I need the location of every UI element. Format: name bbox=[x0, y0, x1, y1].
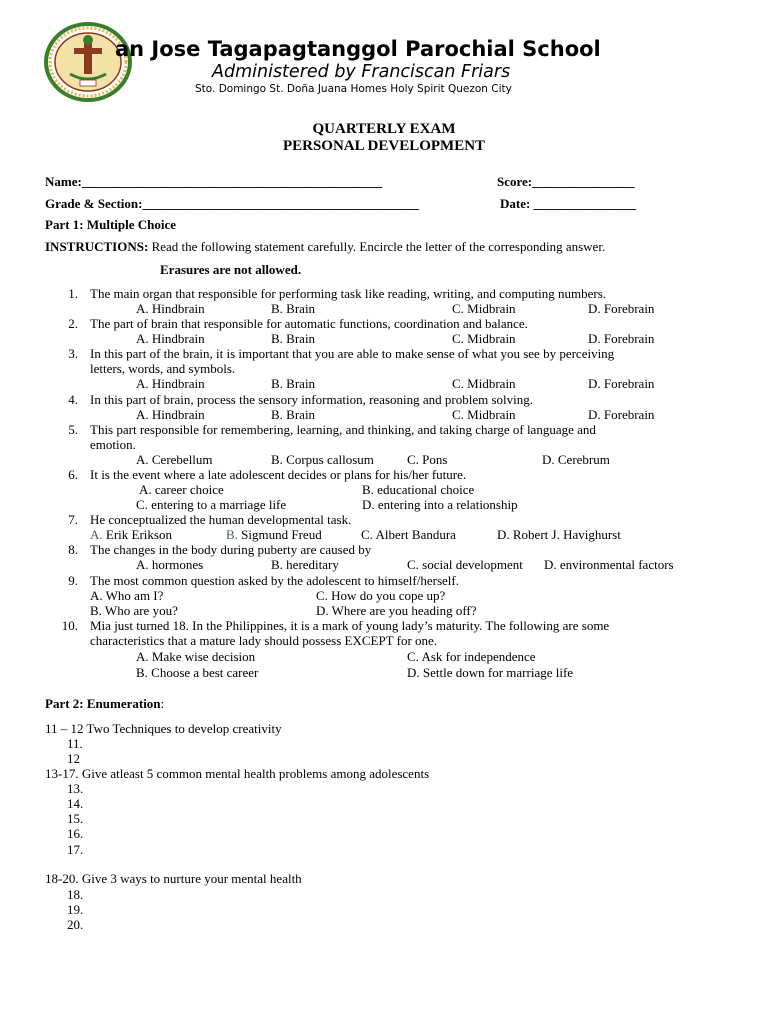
question-text: Mia just turned 18. In the Philippines, it is a mark of young lady’s maturity. The following are some bbox=[90, 618, 610, 633]
choice-a[interactable]: A. hormones bbox=[136, 557, 204, 572]
choice-c[interactable]: C. Midbrain bbox=[452, 331, 516, 346]
question-text-cont: emotion. bbox=[90, 437, 136, 452]
choice-b[interactable]: B. Brain bbox=[271, 376, 316, 391]
enum-group-title: 18-20. Give 3 ways to nurture your mental health bbox=[45, 871, 302, 886]
date-field: Date: _________________ bbox=[500, 196, 636, 211]
choice-b[interactable]: B. Sigmund Freud bbox=[226, 527, 322, 542]
question-number: 3. bbox=[68, 346, 78, 361]
school-seal-logo bbox=[44, 22, 132, 102]
enum-item: 19. bbox=[67, 902, 84, 917]
enum-item: 18. bbox=[67, 887, 84, 902]
choice-b[interactable]: B. Who are you? bbox=[90, 603, 178, 618]
choice-b[interactable]: B. Choose a best career bbox=[136, 665, 259, 680]
choice-c[interactable]: C. Albert Bandura bbox=[361, 527, 456, 542]
choice-a[interactable]: A. Hindbrain bbox=[136, 331, 205, 346]
enum-item: 15. bbox=[67, 811, 84, 826]
enum-item: 11. bbox=[67, 736, 83, 751]
choice-c[interactable]: C. How do you cope up? bbox=[316, 588, 446, 603]
enum-item: 20. bbox=[67, 917, 84, 932]
enum-group-title: 11 – 12 Two Techniques to develop creativity bbox=[45, 721, 282, 736]
choice-d[interactable]: D. Forebrain bbox=[588, 301, 655, 316]
choice-b[interactable]: B. hereditary bbox=[271, 557, 339, 572]
choice-b[interactable]: B. educational choice bbox=[362, 482, 475, 497]
question-number: 7. bbox=[68, 512, 78, 527]
part2-heading: Part 2: Enumeration: bbox=[45, 696, 165, 711]
question-text: He conceptualized the human developmental task. bbox=[90, 512, 352, 527]
name-blank: __________________________________________________ bbox=[81, 174, 382, 189]
choice-c[interactable]: C. entering to a marriage life bbox=[136, 497, 287, 512]
enum-item: 13. bbox=[67, 781, 84, 796]
exam-subject: PERSONAL DEVELOPMENT bbox=[282, 138, 486, 154]
choice-d[interactable]: D. Settle down for marriage life bbox=[407, 665, 574, 680]
part1-heading: Part 1: Multiple Choice bbox=[45, 217, 177, 232]
question-text: In this part of brain, process the sensory information, reasoning and problem solving. bbox=[90, 392, 533, 407]
exam-title: QUARTERLY EXAM bbox=[312, 121, 456, 137]
choice-c[interactable]: C. Midbrain bbox=[452, 376, 516, 391]
choice-a[interactable]: A. Hindbrain bbox=[136, 407, 205, 422]
choice-d[interactable]: D. Cerebrum bbox=[542, 452, 610, 467]
choice-c[interactable]: C. Midbrain bbox=[452, 407, 516, 422]
choice-a[interactable]: A. Hindbrain bbox=[136, 376, 205, 391]
score-field: Score:_________________ bbox=[497, 174, 635, 189]
question-number: 9. bbox=[68, 573, 78, 588]
choice-c[interactable]: C. social development bbox=[407, 557, 523, 572]
choice-d[interactable]: D. environmental factors bbox=[544, 557, 674, 572]
choice-d[interactable]: D. Forebrain bbox=[588, 376, 655, 391]
choice-d[interactable]: D. Robert J. Havighurst bbox=[497, 527, 621, 542]
enum-item: 16. bbox=[67, 826, 84, 841]
grade-section-field: Grade & Section:______________________________________________ bbox=[45, 196, 419, 211]
enum-item: 12 bbox=[67, 751, 80, 766]
choice-b[interactable]: B. Brain bbox=[271, 407, 316, 422]
question-text: The changes in the body during puberty are caused by bbox=[90, 542, 372, 557]
enum-item: 17. bbox=[67, 842, 84, 857]
choice-c[interactable]: C. Ask for independence bbox=[407, 649, 536, 664]
enum-group-title: 13-17. Give atleast 5 common mental health problems among adolescents bbox=[45, 766, 430, 781]
question-number: 8. bbox=[68, 542, 78, 557]
administered-by: Administered by Franciscan Friars bbox=[212, 62, 511, 82]
choice-c[interactable]: C. Midbrain bbox=[452, 301, 516, 316]
question-text: This part responsible for remembering, learning, and thinking, and taking charge of language and bbox=[90, 422, 596, 437]
question-number: 5. bbox=[68, 422, 78, 437]
question-number: 2. bbox=[68, 316, 78, 331]
question-text: The part of brain that responsible for automatic functions, coordination and balance. bbox=[90, 316, 528, 331]
name-field: Name:__________________________________________________ bbox=[45, 174, 382, 189]
school-address: Sto. Domingo St. Doña Juana Homes Holy Spirit Quezon City bbox=[195, 83, 512, 95]
instructions: INSTRUCTIONS: Read the following statement carefully. Encircle the letter of the corresponding answer. bbox=[45, 239, 606, 254]
choice-b[interactable]: B. Corpus callosum bbox=[271, 452, 374, 467]
question-text-cont: letters, words, and symbols. bbox=[90, 361, 236, 376]
choice-b[interactable]: B. Brain bbox=[271, 331, 316, 346]
choice-a[interactable]: A. Cerebellum bbox=[136, 452, 213, 467]
choice-a[interactable]: A. Erik Erikson bbox=[90, 527, 172, 542]
enum-item: 14. bbox=[67, 796, 84, 811]
question-number: 6. bbox=[68, 467, 78, 482]
question-text: The main organ that responsible for performing task like reading, writing, and computing numbers. bbox=[90, 286, 607, 301]
choice-d[interactable]: D. Where are you heading off? bbox=[316, 603, 477, 618]
score-blank: _________________ bbox=[532, 174, 635, 189]
school-name: an Jose Tagapagtanggol Parochial School bbox=[115, 37, 601, 61]
question-text: It is the event where a late adolescent decides or plans for his/her future. bbox=[90, 467, 467, 482]
question-text: In this part of the brain, it is important that you are able to make sense of what you see by perceiving bbox=[90, 346, 615, 361]
choice-a[interactable]: A. Who am I? bbox=[90, 588, 164, 603]
question-text: The most common question asked by the adolescent to himself/herself. bbox=[90, 573, 459, 588]
choice-a[interactable]: A. career choice bbox=[139, 482, 224, 497]
choice-d[interactable]: D. Forebrain bbox=[588, 407, 655, 422]
question-number: 10. bbox=[61, 618, 78, 633]
choice-b[interactable]: B. Brain bbox=[271, 301, 316, 316]
choice-d[interactable]: D. Forebrain bbox=[588, 331, 655, 346]
choice-d[interactable]: D. entering into a relationship bbox=[362, 497, 518, 512]
date-blank: _________________ bbox=[533, 196, 636, 211]
question-number: 1. bbox=[68, 286, 78, 301]
choice-a[interactable]: A. Hindbrain bbox=[136, 301, 205, 316]
erasures-note: Erasures are not allowed. bbox=[160, 262, 302, 277]
choice-a[interactable]: A. Make wise decision bbox=[136, 649, 256, 664]
choice-c[interactable]: C. Pons bbox=[407, 452, 448, 467]
question-text-cont: characteristics that a mature lady should possess EXCEPT for one. bbox=[90, 633, 438, 648]
grade-blank: ______________________________________________ bbox=[142, 196, 419, 211]
question-number: 4. bbox=[68, 392, 78, 407]
